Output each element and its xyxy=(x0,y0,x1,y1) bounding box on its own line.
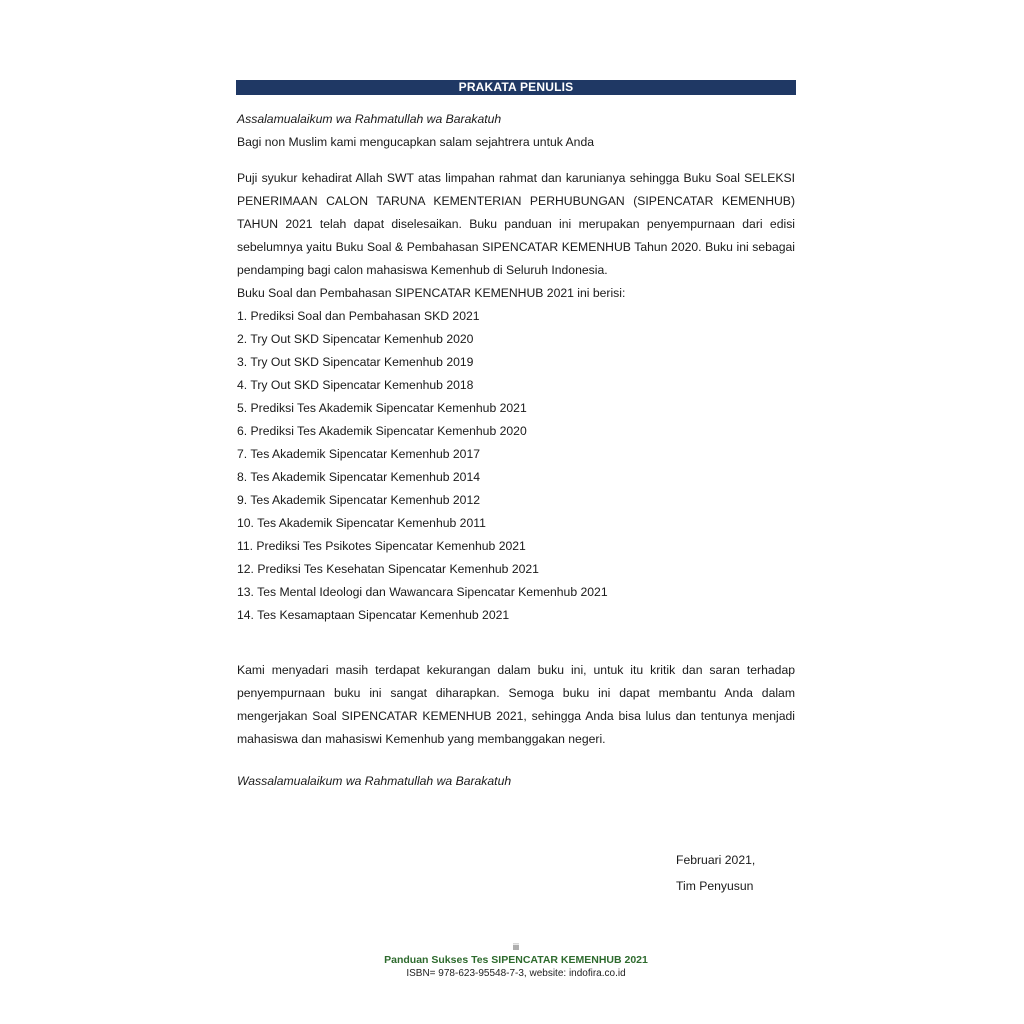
list-item: 13. Tes Mental Ideologi dan Wawancara Sipencatar Kemenhub 2021 xyxy=(237,585,608,599)
opening-salam: Assalamualaikum wa Rahmatullah wa Barakatuh xyxy=(237,112,502,126)
list-intro: Buku Soal dan Pembahasan SIPENCATAR KEMENHUB 2021 ini berisi: xyxy=(237,286,626,300)
list-item: 11. Prediksi Tes Psikotes Sipencatar Kemenhub 2021 xyxy=(237,539,526,553)
list-item: 1. Prediksi Soal dan Pembahasan SKD 2021 xyxy=(237,309,480,323)
list-item: 3. Try Out SKD Sipencatar Kemenhub 2019 xyxy=(237,355,474,369)
footer-isbn: ISBN= 978-623-95548-7-3, website: indofira.co.id xyxy=(406,968,626,979)
intro-paragraph: Puji syukur kehadirat Allah SWT atas limpahan rahmat dan karunianya sehingga Buku Soal SELEKSI PENERIMAAN CALON TARUNA KEMENTERIAN PERHUBUNGAN (SIPENCATAR KEMENHUB) TAHUN 2021 telah dapat diselesaikan. Buku panduan ini merupakan penyempurnaan dari edisi sebelumnya yaitu Buku Soal & Pembahasan SIPENCATAR KEMENHUB Tahun 2020. Buku ini sebagai pendamping bagi calon mahasiswa Kemenhub di Seluruh Indonesia. xyxy=(237,171,795,277)
contents-list xyxy=(237,305,795,627)
list-item: 2. Try Out SKD Sipencatar Kemenhub 2020 xyxy=(237,332,474,346)
list-item: 5. Prediksi Tes Akademik Sipencatar Kemenhub 2021 xyxy=(237,401,527,415)
closing-salam: Wassalamualaikum wa Rahmatullah wa Barakatuh xyxy=(237,774,512,788)
list-item: 8. Tes Akademik Sipencatar Kemenhub 2014 xyxy=(237,470,481,484)
list-item: 14. Tes Kesamaptaan Sipencatar Kemenhub 2021 xyxy=(237,608,510,622)
list-item: 4. Try Out SKD Sipencatar Kemenhub 2018 xyxy=(237,378,474,392)
list-item: 6. Prediksi Tes Akademik Sipencatar Kemenhub 2020 xyxy=(237,424,527,438)
list-item: 7. Tes Akademik Sipencatar Kemenhub 2017 xyxy=(237,447,481,461)
signature-block xyxy=(676,847,755,899)
section-heading: PRAKATA PENULIS xyxy=(236,80,796,95)
closing-block xyxy=(237,659,795,751)
greeting-block xyxy=(237,108,795,154)
footer-book-title: Panduan Sukses Tes SIPENCATAR KEMENHUB 2021 xyxy=(384,954,648,966)
signature-author: Tim Penyusun xyxy=(676,879,754,893)
page-number: iii xyxy=(513,942,519,952)
closing-paragraph: Kami menyadari masih terdapat kekurangan dalam buku ini, untuk itu kritik dan saran terhadap penyempurnaan buku ini sangat diharapkan. Semoga buku ini dapat membantu Anda dalam mengerjakan Soal SIPENCATAR KEMENHUB 2021, sehingga Anda bisa lulus dan tentunya menjadi mahasiswa dan mahasiswi Kemenhub yang membanggakan negeri. xyxy=(237,663,795,746)
list-item: 9. Tes Akademik Sipencatar Kemenhub 2012 xyxy=(237,493,481,507)
list-item: 10. Tes Akademik Sipencatar Kemenhub 2011 xyxy=(237,516,486,530)
list-item: 12. Prediksi Tes Kesehatan Sipencatar Kemenhub 2021 xyxy=(237,562,539,576)
intro-block xyxy=(237,167,795,627)
page-footer xyxy=(236,941,796,980)
non-muslim-greeting: Bagi non Muslim kami mengucapkan salam sejahtrera untuk Anda xyxy=(237,135,595,149)
signature-date: Februari 2021, xyxy=(676,853,756,867)
